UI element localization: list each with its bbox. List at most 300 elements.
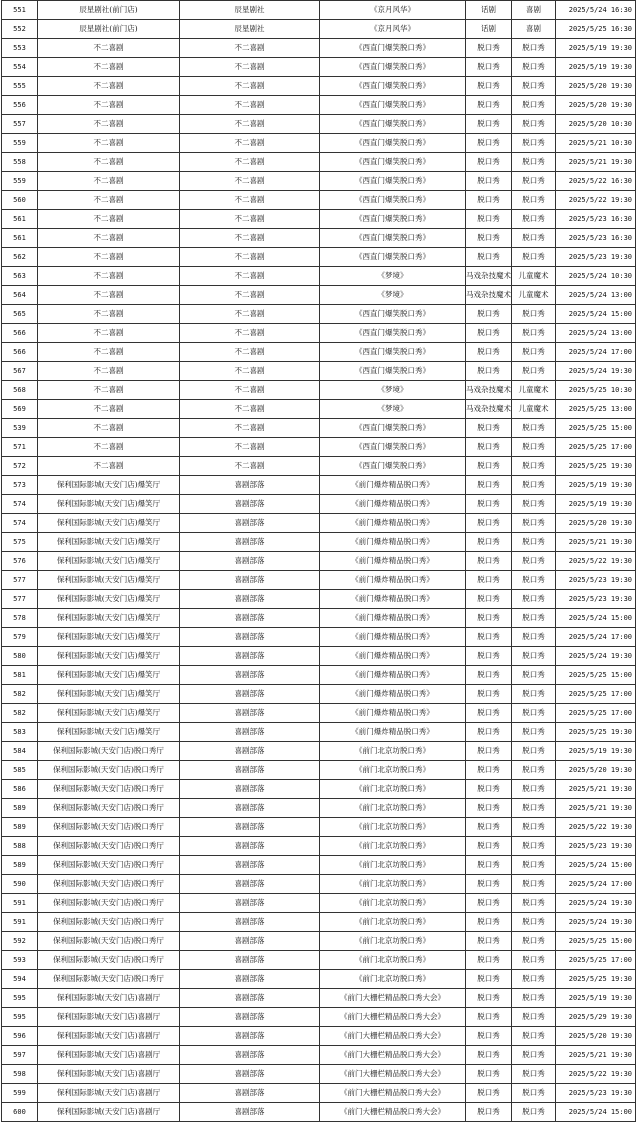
show-title-cell: 《京月风华》 bbox=[320, 1, 466, 20]
show-title-cell: 《前门大栅栏精品脱口秀大会》 bbox=[320, 1084, 466, 1103]
category-cell: 话剧 bbox=[466, 20, 512, 39]
sub-category-cell: 儿童魔术 bbox=[512, 400, 556, 419]
table-row bbox=[2, 1084, 636, 1103]
table-row bbox=[2, 1103, 636, 1122]
sub-category-cell: 脱口秀 bbox=[512, 438, 556, 457]
show-title-cell: 《梦境》 bbox=[320, 267, 466, 286]
row-number-cell: 600 bbox=[2, 1103, 38, 1122]
sub-category-cell: 脱口秀 bbox=[512, 780, 556, 799]
table-row bbox=[2, 970, 636, 989]
table-row bbox=[2, 324, 636, 343]
row-number-cell: 589 bbox=[2, 799, 38, 818]
table-row bbox=[2, 191, 636, 210]
organizer-name-cell: 喜剧部落 bbox=[180, 913, 320, 932]
organizer-name-cell: 喜剧部落 bbox=[180, 818, 320, 837]
show-title-cell: 《前门爆炸精品脱口秀》 bbox=[320, 495, 466, 514]
venue-name-cell: 保利国际影城(天安门店)脱口秀厅 bbox=[38, 742, 180, 761]
venue-name-cell: 保利国际影城(天安门店)脱口秀厅 bbox=[38, 780, 180, 799]
category-cell: 脱口秀 bbox=[466, 134, 512, 153]
row-number-cell: 539 bbox=[2, 419, 38, 438]
row-number-cell: 561 bbox=[2, 210, 38, 229]
show-datetime-cell: 2025/5/20 19:30 bbox=[556, 761, 636, 780]
show-datetime-cell: 2025/5/23 19:30 bbox=[556, 248, 636, 267]
row-number-cell: 586 bbox=[2, 780, 38, 799]
sub-category-cell: 脱口秀 bbox=[512, 647, 556, 666]
category-cell: 脱口秀 bbox=[466, 628, 512, 647]
show-datetime-cell: 2025/5/25 15:00 bbox=[556, 932, 636, 951]
table-row bbox=[2, 229, 636, 248]
show-datetime-cell: 2025/5/19 19:30 bbox=[556, 39, 636, 58]
organizer-name-cell: 喜剧部落 bbox=[180, 761, 320, 780]
sub-category-cell: 脱口秀 bbox=[512, 1084, 556, 1103]
category-cell: 话剧 bbox=[466, 1, 512, 20]
venue-name-cell: 保利国际影城(天安门店)爆笑厅 bbox=[38, 533, 180, 552]
venue-name-cell: 保利国际影城(天安门店)脱口秀厅 bbox=[38, 932, 180, 951]
table-row bbox=[2, 134, 636, 153]
sub-category-cell: 脱口秀 bbox=[512, 115, 556, 134]
venue-name-cell: 保利国际影城(天安门店)脱口秀厅 bbox=[38, 913, 180, 932]
category-cell: 脱口秀 bbox=[466, 172, 512, 191]
category-cell: 脱口秀 bbox=[466, 533, 512, 552]
show-title-cell: 《西直门爆笑脱口秀》 bbox=[320, 248, 466, 267]
category-cell: 脱口秀 bbox=[466, 799, 512, 818]
row-number-cell: 581 bbox=[2, 666, 38, 685]
organizer-name-cell: 不二喜剧 bbox=[180, 58, 320, 77]
show-datetime-cell: 2025/5/25 17:00 bbox=[556, 704, 636, 723]
row-number-cell: 559 bbox=[2, 172, 38, 191]
row-number-cell: 580 bbox=[2, 647, 38, 666]
category-cell: 脱口秀 bbox=[466, 210, 512, 229]
venue-name-cell: 不二喜剧 bbox=[38, 343, 180, 362]
show-datetime-cell: 2025/5/25 10:30 bbox=[556, 381, 636, 400]
show-title-cell: 《前门北京坊脱口秀》 bbox=[320, 875, 466, 894]
sub-category-cell: 儿童魔术 bbox=[512, 267, 556, 286]
category-cell: 脱口秀 bbox=[466, 818, 512, 837]
venue-name-cell: 保利国际影城(天安门店)爆笑厅 bbox=[38, 723, 180, 742]
show-datetime-cell: 2025/5/24 16:30 bbox=[556, 1, 636, 20]
show-title-cell: 《西直门爆笑脱口秀》 bbox=[320, 229, 466, 248]
show-datetime-cell: 2025/5/24 13:00 bbox=[556, 286, 636, 305]
organizer-name-cell: 喜剧部落 bbox=[180, 704, 320, 723]
show-datetime-cell: 2025/5/21 19:30 bbox=[556, 153, 636, 172]
sub-category-cell: 脱口秀 bbox=[512, 305, 556, 324]
organizer-name-cell: 喜剧部落 bbox=[180, 1046, 320, 1065]
category-cell: 脱口秀 bbox=[466, 1046, 512, 1065]
show-datetime-cell: 2025/5/19 19:30 bbox=[556, 58, 636, 77]
show-datetime-cell: 2025/5/19 19:30 bbox=[556, 476, 636, 495]
row-number-cell: 566 bbox=[2, 324, 38, 343]
organizer-name-cell: 不二喜剧 bbox=[180, 419, 320, 438]
show-title-cell: 《梦境》 bbox=[320, 286, 466, 305]
venue-name-cell: 保利国际影城(天安门店)爆笑厅 bbox=[38, 590, 180, 609]
venue-name-cell: 不二喜剧 bbox=[38, 457, 180, 476]
row-number-cell: 584 bbox=[2, 742, 38, 761]
table-row bbox=[2, 77, 636, 96]
sub-category-cell: 脱口秀 bbox=[512, 324, 556, 343]
show-title-cell: 《前门大栅栏精品脱口秀大会》 bbox=[320, 1046, 466, 1065]
table-row bbox=[2, 343, 636, 362]
category-cell: 脱口秀 bbox=[466, 457, 512, 476]
row-number-cell: 596 bbox=[2, 1027, 38, 1046]
show-datetime-cell: 2025/5/23 16:30 bbox=[556, 210, 636, 229]
venue-name-cell: 不二喜剧 bbox=[38, 419, 180, 438]
venue-name-cell: 保利国际影城(天安门店)爆笑厅 bbox=[38, 571, 180, 590]
row-number-cell: 598 bbox=[2, 1065, 38, 1084]
sub-category-cell: 脱口秀 bbox=[512, 1027, 556, 1046]
show-datetime-cell: 2025/5/22 16:30 bbox=[556, 172, 636, 191]
show-datetime-cell: 2025/5/23 19:30 bbox=[556, 571, 636, 590]
organizer-name-cell: 喜剧部落 bbox=[180, 780, 320, 799]
show-datetime-cell: 2025/5/19 19:30 bbox=[556, 989, 636, 1008]
organizer-name-cell: 喜剧部落 bbox=[180, 894, 320, 913]
show-datetime-cell: 2025/5/23 19:30 bbox=[556, 1084, 636, 1103]
table-row bbox=[2, 856, 636, 875]
show-title-cell: 《前门北京坊脱口秀》 bbox=[320, 818, 466, 837]
venue-name-cell: 保利国际影城(天安门店)爆笑厅 bbox=[38, 552, 180, 571]
table-row bbox=[2, 514, 636, 533]
show-title-cell: 《前门爆炸精品脱口秀》 bbox=[320, 628, 466, 647]
organizer-name-cell: 喜剧部落 bbox=[180, 1103, 320, 1122]
show-datetime-cell: 2025/5/25 17:00 bbox=[556, 951, 636, 970]
row-number-cell: 576 bbox=[2, 552, 38, 571]
sub-category-cell: 脱口秀 bbox=[512, 704, 556, 723]
category-cell: 脱口秀 bbox=[466, 590, 512, 609]
category-cell: 脱口秀 bbox=[466, 837, 512, 856]
show-datetime-cell: 2025/5/23 16:30 bbox=[556, 229, 636, 248]
show-title-cell: 《西直门爆笑脱口秀》 bbox=[320, 210, 466, 229]
table-row bbox=[2, 685, 636, 704]
show-title-cell: 《前门北京坊脱口秀》 bbox=[320, 780, 466, 799]
sub-category-cell: 脱口秀 bbox=[512, 894, 556, 913]
sub-category-cell: 脱口秀 bbox=[512, 134, 556, 153]
show-datetime-cell: 2025/5/21 19:30 bbox=[556, 1046, 636, 1065]
show-title-cell: 《前门爆炸精品脱口秀》 bbox=[320, 552, 466, 571]
venue-name-cell: 保利国际影城(天安门店)脱口秀厅 bbox=[38, 818, 180, 837]
row-number-cell: 569 bbox=[2, 400, 38, 419]
row-number-cell: 573 bbox=[2, 476, 38, 495]
row-number-cell: 583 bbox=[2, 723, 38, 742]
table-row bbox=[2, 1008, 636, 1027]
performance-schedule-table bbox=[1, 0, 636, 1122]
sub-category-cell: 脱口秀 bbox=[512, 229, 556, 248]
sub-category-cell: 脱口秀 bbox=[512, 875, 556, 894]
row-number-cell: 591 bbox=[2, 894, 38, 913]
venue-name-cell: 不二喜剧 bbox=[38, 115, 180, 134]
organizer-name-cell: 喜剧部落 bbox=[180, 856, 320, 875]
table-row bbox=[2, 305, 636, 324]
row-number-cell: 558 bbox=[2, 153, 38, 172]
show-datetime-cell: 2025/5/24 19:30 bbox=[556, 362, 636, 381]
organizer-name-cell: 不二喜剧 bbox=[180, 39, 320, 58]
row-number-cell: 564 bbox=[2, 286, 38, 305]
category-cell: 脱口秀 bbox=[466, 856, 512, 875]
sub-category-cell: 脱口秀 bbox=[512, 210, 556, 229]
organizer-name-cell: 不二喜剧 bbox=[180, 191, 320, 210]
show-datetime-cell: 2025/5/25 13:00 bbox=[556, 400, 636, 419]
table-row bbox=[2, 115, 636, 134]
table-row bbox=[2, 780, 636, 799]
show-title-cell: 《西直门爆笑脱口秀》 bbox=[320, 172, 466, 191]
show-datetime-cell: 2025/5/25 17:00 bbox=[556, 438, 636, 457]
row-number-cell: 553 bbox=[2, 39, 38, 58]
row-number-cell: 557 bbox=[2, 115, 38, 134]
row-number-cell: 599 bbox=[2, 1084, 38, 1103]
show-title-cell: 《西直门爆笑脱口秀》 bbox=[320, 324, 466, 343]
venue-name-cell: 保利国际影城(天安门店)爆笑厅 bbox=[38, 514, 180, 533]
venue-name-cell: 保利国际影城(天安门店)喜剧厅 bbox=[38, 1046, 180, 1065]
organizer-name-cell: 喜剧部落 bbox=[180, 685, 320, 704]
category-cell: 脱口秀 bbox=[466, 666, 512, 685]
category-cell: 脱口秀 bbox=[466, 77, 512, 96]
table-row bbox=[2, 495, 636, 514]
category-cell: 脱口秀 bbox=[466, 96, 512, 115]
sub-category-cell: 脱口秀 bbox=[512, 1103, 556, 1122]
table-body bbox=[2, 1, 636, 1122]
show-datetime-cell: 2025/5/24 17:00 bbox=[556, 628, 636, 647]
table-row bbox=[2, 39, 636, 58]
organizer-name-cell: 喜剧部落 bbox=[180, 628, 320, 647]
category-cell: 脱口秀 bbox=[466, 58, 512, 77]
table-row bbox=[2, 932, 636, 951]
show-datetime-cell: 2025/5/24 10:30 bbox=[556, 267, 636, 286]
venue-name-cell: 保利国际影城(天安门店)脱口秀厅 bbox=[38, 894, 180, 913]
organizer-name-cell: 喜剧部落 bbox=[180, 989, 320, 1008]
organizer-name-cell: 不二喜剧 bbox=[180, 210, 320, 229]
show-datetime-cell: 2025/5/22 19:30 bbox=[556, 191, 636, 210]
category-cell: 脱口秀 bbox=[466, 894, 512, 913]
venue-name-cell: 保利国际影城(天安门店)喜剧厅 bbox=[38, 1027, 180, 1046]
show-datetime-cell: 2025/5/24 19:30 bbox=[556, 913, 636, 932]
row-number-cell: 554 bbox=[2, 58, 38, 77]
venue-name-cell: 保利国际影城(天安门店)爆笑厅 bbox=[38, 628, 180, 647]
row-number-cell: 574 bbox=[2, 495, 38, 514]
venue-name-cell: 保利国际影城(天安门店)爆笑厅 bbox=[38, 495, 180, 514]
show-datetime-cell: 2025/5/23 19:30 bbox=[556, 837, 636, 856]
venue-name-cell: 不二喜剧 bbox=[38, 362, 180, 381]
organizer-name-cell: 不二喜剧 bbox=[180, 248, 320, 267]
show-title-cell: 《西直门爆笑脱口秀》 bbox=[320, 419, 466, 438]
venue-name-cell: 不二喜剧 bbox=[38, 134, 180, 153]
organizer-name-cell: 不二喜剧 bbox=[180, 305, 320, 324]
sub-category-cell: 脱口秀 bbox=[512, 476, 556, 495]
row-number-cell: 578 bbox=[2, 609, 38, 628]
row-number-cell: 579 bbox=[2, 628, 38, 647]
table-row bbox=[2, 799, 636, 818]
category-cell: 脱口秀 bbox=[466, 742, 512, 761]
show-title-cell: 《前门爆炸精品脱口秀》 bbox=[320, 476, 466, 495]
table-row bbox=[2, 20, 636, 39]
show-title-cell: 《前门北京坊脱口秀》 bbox=[320, 894, 466, 913]
row-number-cell: 591 bbox=[2, 913, 38, 932]
show-datetime-cell: 2025/5/25 16:30 bbox=[556, 20, 636, 39]
organizer-name-cell: 喜剧部落 bbox=[180, 514, 320, 533]
venue-name-cell: 不二喜剧 bbox=[38, 210, 180, 229]
sub-category-cell: 喜剧 bbox=[512, 1, 556, 20]
show-datetime-cell: 2025/5/24 15:00 bbox=[556, 856, 636, 875]
organizer-name-cell: 喜剧部落 bbox=[180, 837, 320, 856]
show-title-cell: 《前门北京坊脱口秀》 bbox=[320, 932, 466, 951]
venue-name-cell: 辰星剧社(前门店) bbox=[38, 1, 180, 20]
organizer-name-cell: 不二喜剧 bbox=[180, 134, 320, 153]
row-number-cell: 597 bbox=[2, 1046, 38, 1065]
sub-category-cell: 脱口秀 bbox=[512, 913, 556, 932]
category-cell: 脱口秀 bbox=[466, 229, 512, 248]
organizer-name-cell: 不二喜剧 bbox=[180, 324, 320, 343]
organizer-name-cell: 喜剧部落 bbox=[180, 571, 320, 590]
organizer-name-cell: 喜剧部落 bbox=[180, 723, 320, 742]
sub-category-cell: 脱口秀 bbox=[512, 590, 556, 609]
row-number-cell: 577 bbox=[2, 590, 38, 609]
row-number-cell: 571 bbox=[2, 438, 38, 457]
venue-name-cell: 不二喜剧 bbox=[38, 381, 180, 400]
category-cell: 脱口秀 bbox=[466, 609, 512, 628]
sub-category-cell: 脱口秀 bbox=[512, 1046, 556, 1065]
row-number-cell: 589 bbox=[2, 818, 38, 837]
venue-name-cell: 不二喜剧 bbox=[38, 77, 180, 96]
show-datetime-cell: 2025/5/25 15:00 bbox=[556, 419, 636, 438]
table-row bbox=[2, 96, 636, 115]
venue-name-cell: 保利国际影城(天安门店)爆笑厅 bbox=[38, 609, 180, 628]
venue-name-cell: 不二喜剧 bbox=[38, 58, 180, 77]
show-datetime-cell: 2025/5/25 19:30 bbox=[556, 970, 636, 989]
row-number-cell: 563 bbox=[2, 267, 38, 286]
category-cell: 脱口秀 bbox=[466, 932, 512, 951]
organizer-name-cell: 不二喜剧 bbox=[180, 229, 320, 248]
category-cell: 脱口秀 bbox=[466, 913, 512, 932]
sub-category-cell: 脱口秀 bbox=[512, 989, 556, 1008]
category-cell: 脱口秀 bbox=[466, 1027, 512, 1046]
row-number-cell: 582 bbox=[2, 704, 38, 723]
category-cell: 脱口秀 bbox=[466, 39, 512, 58]
table-row bbox=[2, 723, 636, 742]
venue-name-cell: 不二喜剧 bbox=[38, 39, 180, 58]
row-number-cell: 577 bbox=[2, 571, 38, 590]
venue-name-cell: 保利国际影城(天安门店)爆笑厅 bbox=[38, 647, 180, 666]
sub-category-cell: 脱口秀 bbox=[512, 856, 556, 875]
table-row bbox=[2, 476, 636, 495]
venue-name-cell: 保利国际影城(天安门店)爆笑厅 bbox=[38, 666, 180, 685]
category-cell: 马戏杂技魔术 bbox=[466, 400, 512, 419]
venue-name-cell: 不二喜剧 bbox=[38, 324, 180, 343]
table-row bbox=[2, 210, 636, 229]
organizer-name-cell: 不二喜剧 bbox=[180, 115, 320, 134]
table-row bbox=[2, 666, 636, 685]
table-row bbox=[2, 742, 636, 761]
table-row bbox=[2, 1027, 636, 1046]
show-datetime-cell: 2025/5/29 19:30 bbox=[556, 1008, 636, 1027]
row-number-cell: 592 bbox=[2, 932, 38, 951]
table-row bbox=[2, 818, 636, 837]
sub-category-cell: 脱口秀 bbox=[512, 457, 556, 476]
table-row bbox=[2, 267, 636, 286]
row-number-cell: 588 bbox=[2, 837, 38, 856]
show-datetime-cell: 2025/5/21 19:30 bbox=[556, 799, 636, 818]
show-datetime-cell: 2025/5/25 19:30 bbox=[556, 723, 636, 742]
sub-category-cell: 脱口秀 bbox=[512, 1065, 556, 1084]
category-cell: 脱口秀 bbox=[466, 571, 512, 590]
organizer-name-cell: 喜剧部落 bbox=[180, 495, 320, 514]
table-row bbox=[2, 590, 636, 609]
category-cell: 脱口秀 bbox=[466, 647, 512, 666]
category-cell: 脱口秀 bbox=[466, 305, 512, 324]
show-datetime-cell: 2025/5/23 19:30 bbox=[556, 590, 636, 609]
organizer-name-cell: 不二喜剧 bbox=[180, 172, 320, 191]
row-number-cell: 552 bbox=[2, 20, 38, 39]
category-cell: 脱口秀 bbox=[466, 438, 512, 457]
show-datetime-cell: 2025/5/24 19:30 bbox=[556, 894, 636, 913]
organizer-name-cell: 喜剧部落 bbox=[180, 1065, 320, 1084]
organizer-name-cell: 喜剧部落 bbox=[180, 552, 320, 571]
organizer-name-cell: 不二喜剧 bbox=[180, 286, 320, 305]
show-title-cell: 《西直门爆笑脱口秀》 bbox=[320, 134, 466, 153]
row-number-cell: 567 bbox=[2, 362, 38, 381]
show-title-cell: 《西直门爆笑脱口秀》 bbox=[320, 191, 466, 210]
organizer-name-cell: 喜剧部落 bbox=[180, 609, 320, 628]
sub-category-cell: 脱口秀 bbox=[512, 685, 556, 704]
show-datetime-cell: 2025/5/19 19:30 bbox=[556, 742, 636, 761]
table-row bbox=[2, 628, 636, 647]
show-title-cell: 《前门爆炸精品脱口秀》 bbox=[320, 590, 466, 609]
table-row bbox=[2, 153, 636, 172]
organizer-name-cell: 喜剧部落 bbox=[180, 742, 320, 761]
category-cell: 脱口秀 bbox=[466, 951, 512, 970]
show-title-cell: 《前门爆炸精品脱口秀》 bbox=[320, 666, 466, 685]
row-number-cell: 568 bbox=[2, 381, 38, 400]
show-title-cell: 《西直门爆笑脱口秀》 bbox=[320, 438, 466, 457]
show-datetime-cell: 2025/5/19 19:30 bbox=[556, 495, 636, 514]
organizer-name-cell: 喜剧部落 bbox=[180, 1008, 320, 1027]
show-title-cell: 《前门大栅栏精品脱口秀大会》 bbox=[320, 1103, 466, 1122]
venue-name-cell: 辰星剧社(前门店) bbox=[38, 20, 180, 39]
category-cell: 脱口秀 bbox=[466, 248, 512, 267]
show-title-cell: 《西直门爆笑脱口秀》 bbox=[320, 153, 466, 172]
organizer-name-cell: 喜剧部落 bbox=[180, 1027, 320, 1046]
organizer-name-cell: 不二喜剧 bbox=[180, 400, 320, 419]
table-row bbox=[2, 457, 636, 476]
show-title-cell: 《前门北京坊脱口秀》 bbox=[320, 742, 466, 761]
row-number-cell: 594 bbox=[2, 970, 38, 989]
table-row bbox=[2, 248, 636, 267]
table-row bbox=[2, 951, 636, 970]
category-cell: 脱口秀 bbox=[466, 419, 512, 438]
row-number-cell: 559 bbox=[2, 134, 38, 153]
sub-category-cell: 脱口秀 bbox=[512, 533, 556, 552]
show-title-cell: 《西直门爆笑脱口秀》 bbox=[320, 39, 466, 58]
show-title-cell: 《前门爆炸精品脱口秀》 bbox=[320, 571, 466, 590]
organizer-name-cell: 不二喜剧 bbox=[180, 362, 320, 381]
category-cell: 脱口秀 bbox=[466, 552, 512, 571]
show-title-cell: 《西直门爆笑脱口秀》 bbox=[320, 343, 466, 362]
category-cell: 马戏杂技魔术 bbox=[466, 267, 512, 286]
show-title-cell: 《前门爆炸精品脱口秀》 bbox=[320, 723, 466, 742]
category-cell: 脱口秀 bbox=[466, 1103, 512, 1122]
venue-name-cell: 不二喜剧 bbox=[38, 96, 180, 115]
sub-category-cell: 脱口秀 bbox=[512, 837, 556, 856]
sub-category-cell: 脱口秀 bbox=[512, 571, 556, 590]
sub-category-cell: 脱口秀 bbox=[512, 761, 556, 780]
organizer-name-cell: 不二喜剧 bbox=[180, 96, 320, 115]
venue-name-cell: 不二喜剧 bbox=[38, 267, 180, 286]
show-datetime-cell: 2025/5/22 19:30 bbox=[556, 1065, 636, 1084]
show-datetime-cell: 2025/5/20 19:30 bbox=[556, 514, 636, 533]
show-datetime-cell: 2025/5/22 19:30 bbox=[556, 552, 636, 571]
show-title-cell: 《前门爆炸精品脱口秀》 bbox=[320, 704, 466, 723]
show-datetime-cell: 2025/5/24 15:00 bbox=[556, 305, 636, 324]
show-datetime-cell: 2025/5/24 17:00 bbox=[556, 343, 636, 362]
show-datetime-cell: 2025/5/25 15:00 bbox=[556, 666, 636, 685]
table-row bbox=[2, 362, 636, 381]
organizer-name-cell: 不二喜剧 bbox=[180, 457, 320, 476]
